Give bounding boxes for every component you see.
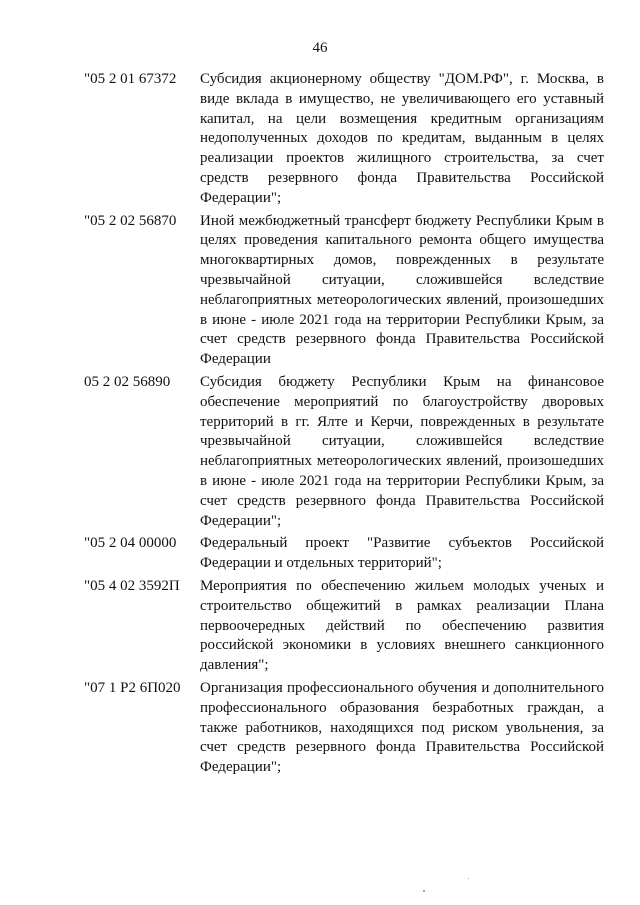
budget-item-description: Федеральный проект "Развитие субъектов Российской Федерации и отдельных территорий"; [200,535,604,572]
list-item [84,679,604,778]
budget-code: "05 2 02 56870 [84,212,177,229]
budget-item-description: Мероприятия по обеспечению жильем молодых ученых и строительство общежитий в рамках реализации Плана первоочередных действий по обеспечению развития российской экономики в условиях внешнего санкционного давления"; [200,577,604,674]
budget-item-description: Субсидия акционерному обществу "ДОМ.РФ", г. Москва, в виде вклада в имущество, не увеличивающего его уставный капитал, на цели возмещения кредитным организациям недополученных доходов по кредитам, выданным в целях реализации проектов жилищного строительства, за счет средств резервного фонда Правительства Российской Федерации"; [200,71,604,206]
budget-item-description: Организация профессионального обучения и дополнительного профессионального образования безработных граждан, а также работников, находящихся под риском увольнения, за счет средств резервного фонда Правительства Российской Федерации"; [200,679,604,776]
budget-code-list [84,70,604,781]
scan-speck [423,890,425,892]
budget-item-description: Субсидия бюджету Республики Крым на финансовое обеспечение мероприятий по благоустройству дворовых территорий в гг. Ялте и Керчи, поврежденных в результате чрезвычайной ситуации, сложившейся вследствие неблагоприятных метеорологических явлений, произошедших в июне - июле 2021 года на территории Республики Крым, за счет средств резервного фонда Правительства Российской Федерации"; [200,373,604,529]
budget-code: 05 2 02 56890 [84,373,171,390]
budget-code: "05 2 04 00000 [84,535,177,552]
list-item [84,212,604,370]
list-item [84,577,604,676]
list-item [84,70,604,209]
budget-item-description: Иной межбюджетный трансферт бюджету Республики Крым в целях проведения капитального ремонта общего имущества многоквартирных домов, поврежденных в результате чрезвычайной ситуации, сложившейся вследствие неблагоприятных метеорологических явлений, произошедших в июне - июле 2021 года на территории Республики Крым, за счет средств резервного фонда Правительства Российской Федерации [200,212,604,368]
budget-code: "07 1 P2 6П020 [84,679,181,696]
list-item [84,534,604,574]
budget-code: "05 2 01 67372 [84,71,177,87]
scan-speck [468,878,469,879]
budget-code: "05 4 02 3592П [84,577,180,594]
page-number: 46 [312,40,328,56]
list-item [84,373,604,531]
